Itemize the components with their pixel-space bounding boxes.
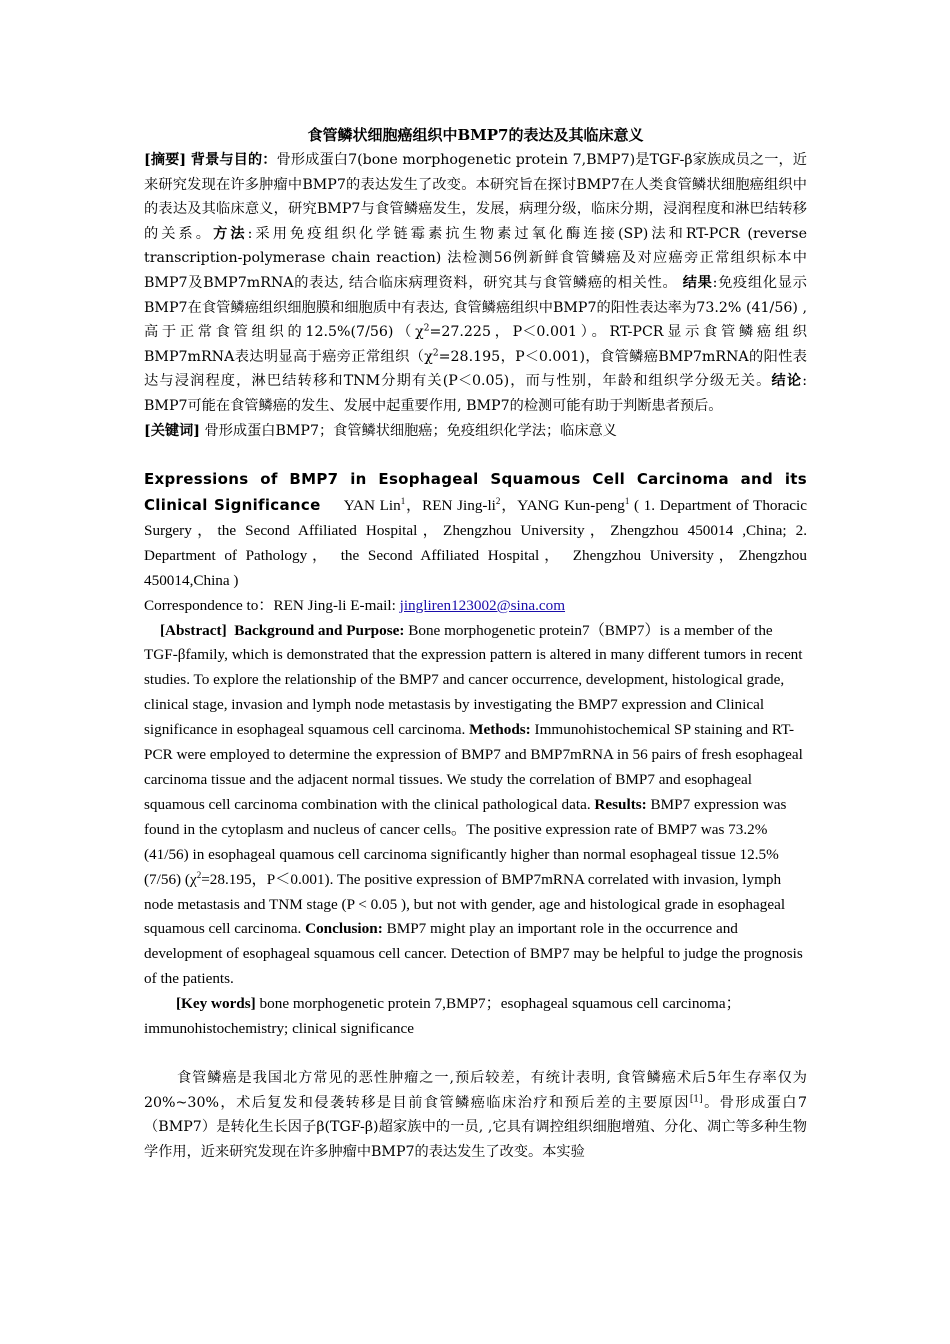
section-gap [144, 443, 807, 467]
en-results-text-1: BMP7 expression was found in the cytoplasm and nucleus of cancer cells。The positive expression rate of BMP7 was 73.2%(41/56) in esophageal quamous cell carcinoma significantly higher than normal esophageal tissue 12.5%(7/56) (χ [144, 795, 787, 888]
chinese-abstract [144, 148, 807, 419]
en-background-label: Background and Purpose: [234, 621, 405, 639]
conclusion-text: : BMP7可能在食管鳞癌的发生、发展中起重要作用, BMP7的检测可能有助于判断患者预后。 [144, 373, 807, 414]
results-label: 结果 [682, 274, 713, 291]
results-text-1: :免疫组化显示BMP7在食管鳞癌组织细胞膜和细胞质中有表达, 食管鳞癌组织中BMP7的阳性表达率为73.2% (41/56) , 高于正常食管组织的12.5%(7/56)（χ [144, 274, 807, 341]
results-sup-2: 2 [432, 348, 439, 359]
background-label: 背景与目的： [190, 152, 277, 168]
conclusion-label: 结论 [771, 373, 803, 390]
en-conclusion-text: BMP7 might play an important role in the occurrence and development of esophageal squamous cell cancer. Detection of BMP7 may be helpful to judge the prognosis of the patients. [144, 920, 803, 988]
en-methods-label: Methods: [469, 721, 531, 739]
en-methods-text: Immunohistochemical SP staining and RT-PCR were employed to determine the expression of BMP7 and BMP7mRNA in 56 pairs of fresh esophageal carcinoma tissue and the adjacent normal tissues. We study the correlation of BMP7 and esophageal squamous cell carcinoma combination with the clinical pathological data. [144, 721, 803, 813]
en-results-label: Results: [594, 795, 647, 813]
affiliations: ( 1. Department of Thoracic Surgery，the Second Affiliated Hospital，Zhengzhou University，Zhengzhou 450014 ,China; 2. Department of Pathology， the Second Affiliated Hospital， Zhengzhou University，Zhengzhou 450014,China ) [144, 497, 808, 589]
author-2-sup: 2 [495, 495, 501, 506]
english-keywords [144, 992, 807, 1042]
en-results-text-2: =28.195，P＜0.001). The positive expression of BMP7mRNA correlated with invasion, lymph node metastasis and TNM stage (P < 0.05 ), but not with gender, age and histological grade in esophageal squamous cell carcinoma. [144, 870, 786, 938]
paper-title: 食管鳞状细胞癌组织中BMP7的表达及其临床意义 [307, 126, 644, 144]
en-background-text: Bone morphogenetic protein7（BMP7）is a member of the TGF-βfamily, which is demonstrated that the expression pattern is altered in many different tumors in recent studies. To explore the relationship of the BMP7 and cancer occurrence, development, histological grade, clinical stage, invasion and lymph node metastasis by investigating the BMP7 expression and Clinical significance in esophageal squamous cell carcinoma. [144, 621, 803, 739]
author-3-sup: 1 [624, 495, 630, 506]
author-3: YANG Kun-peng [517, 497, 625, 515]
chinese-keywords [144, 419, 807, 444]
body-paragraph-1 [144, 1066, 807, 1164]
results-text-2: =27.225，P＜0.001）。RT-PCR显示食管鳞癌组织BMP7mRNA表达明显高于癌旁正常组织（χ [144, 324, 807, 365]
keywords-text: 骨形成蛋白BMP7；食管鳞状细胞癌；免疫组织化学法；临床意义 [204, 422, 617, 439]
results-text-3: =28.195，P＜0.001)，食管鳞癌BMP7mRNA的阳性表达与浸润程度，淋巴结转移和TNM分期有关(P＜0.05)，而与性别，年龄和组织学分级无关。 [144, 348, 807, 390]
en-abstract-label: [Abstract] [160, 621, 227, 639]
english-abstract [144, 619, 807, 993]
keywords-label: [关键词] [144, 422, 200, 439]
correspondence [144, 594, 807, 619]
correspondence-label: Correspondence to：REN Jing-li E-mail: [144, 596, 400, 614]
abstract-label: [摘要] [144, 152, 187, 168]
reference-1[interactable]: [1] [689, 1093, 703, 1104]
results-sup-1: 2 [423, 323, 430, 334]
methods-label: 方法 [213, 225, 248, 242]
paper-page [144, 124, 807, 1164]
en-conclusion-label: Conclusion: [305, 920, 383, 938]
en-results-sup: 2 [196, 869, 202, 880]
author-1: YAN Lin [343, 497, 401, 515]
background-text: 骨形成蛋白7(bone morphogenetic protein 7,BMP7)是TGF-β家族成员之一，近来研究发现在许多肿瘤中BMP7的表达发生了改变。本研究旨在探讨BMP7在人类食管鳞状细胞癌组织中的表达及其临床意义，研究BMP7与食管鳞癌发生，发展，病理分级，临床分期，浸润程度和淋巴结转移的关系。 [144, 152, 807, 242]
body-text-b: 。骨形成蛋白7（BMP7）是转化生长因子β(TGF-β)超家族中的一员, ,它具有调控组织细胞增殖、分化、凋亡等多种生物学作用，近来研究发现在许多肿瘤中BMP7的表达发生了改变。本实验 [144, 1094, 807, 1160]
body-text-a: 食管鳞癌是我国北方常见的恶性肿瘤之一,预后较差，有统计表明, 食管鳞癌术后5年生存率仅为20%~30%，术后复发和侵袭转移是目前食管鳞癌临床治疗和预后差的主要原因 [144, 1069, 807, 1111]
en-keywords-text: bone morphogenetic protein 7,BMP7；esophageal squamous cell carcinoma；immunohistochemistry; clinical significance [144, 995, 741, 1038]
english-title: Expressions of BMP7 in Esophageal Squamous Cell Carcinoma and its Clinical Significance [144, 470, 807, 515]
en-keywords-label: [Key words] [176, 995, 256, 1013]
author-2: REN Jing-li [422, 497, 496, 515]
author-1-sup: 1 [400, 495, 406, 506]
english-title-block: Expressions of BMP7 in Esophageal Squamous Cell Carcinoma and its Clinical Significance YAN Lin$^1$，REN Jing-$li^2$，YANG Kun-peng$^1$ ( 1. Department of Thoracic Surgery，the Second Affiliated Hospital，Zhengzhou University，Zhengzhou 450014 ,China; 2. Department of Pathology， the Second Affiliated Hospital， Zhengzhou University，Zhengzhou 450014,China ) [144, 470, 808, 589]
methods-text: :采用免疫组织化学链霉素抗生物素过氧化酶连接(SP)法和RT-PCR (reverse transcription-polymerase chain reaction) 法检测56例新鲜食管鳞癌及对应癌旁正常组织标本中BMP7及BMP7mRNA的表达, 结合临床病理资料，研究其与食管鳞癌的相关性。 [144, 225, 807, 291]
section-gap-2 [144, 1042, 807, 1066]
email-link[interactable]: jingliren123002@sina.com [399, 596, 566, 614]
